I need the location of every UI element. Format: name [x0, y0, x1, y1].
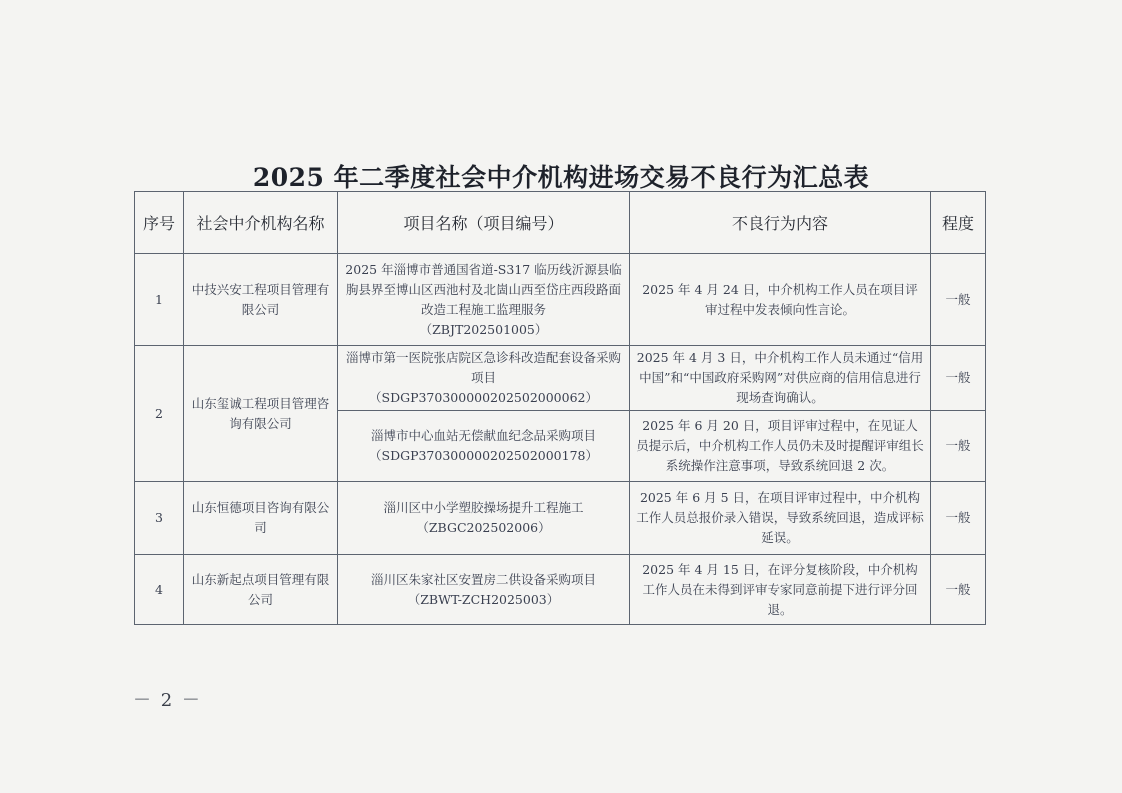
project-cell — [338, 254, 630, 346]
seq-cell: 2 — [135, 346, 184, 482]
project-cell — [338, 411, 630, 482]
agency-cell: 中技兴安工程项目管理有限公司 — [184, 254, 338, 346]
degree-cell: 一般 — [931, 411, 986, 482]
table-row — [135, 254, 986, 346]
degree-cell: 一般 — [931, 555, 986, 625]
header-content: 不良行为内容 — [630, 192, 931, 254]
header-agency: 社会中介机构名称 — [184, 192, 338, 254]
table-row — [135, 555, 986, 625]
content-cell: 2025 年 4 月 15 日，在评分复核阶段，中介机构工作人员在未得到评审专家同意前提下进行评分回退。 — [630, 555, 931, 625]
seq-cell: 4 — [135, 555, 184, 625]
project-code: （ZBJT202501005） — [419, 321, 548, 337]
project-name: 2025 年淄博市普通国省道-S317 临历线沂源县临朐县界至博山区西池村及北崮山西至岱庄西段路面改造工程施工监理服务 — [345, 261, 622, 317]
table-row — [135, 346, 986, 411]
content-cell: 2025 年 6 月 5 日，在项目评审过程中，中介机构工作人员总报价录入错误，导致系统回退，造成评标延误。 — [630, 482, 931, 555]
project-name: 淄博市第一医院张店院区急诊科改造配套设备采购项目 — [345, 350, 621, 385]
header-project: 项目名称（项目编号） — [338, 192, 630, 254]
project-code: （SDGP370300000202502000062） — [369, 390, 598, 405]
header-degree: 程度 — [931, 192, 986, 254]
content-cell: 2025 年 6 月 20 日，项目评审过程中，在见证人员提示后，中介机构工作人员仍未及时提醒评审组长系统操作注意事项，导致系统回退 2 次。 — [630, 411, 931, 482]
table-row — [135, 482, 986, 555]
degree-cell: 一般 — [931, 346, 986, 411]
page-number: － 2 － — [133, 690, 202, 711]
page-title: 2025 年二季度社会中介机构进场交易不良行为汇总表 — [252, 163, 870, 192]
content-cell: 2025 年 4 月 3 日，中介机构工作人员未通过“信用中国”和“中国政府采购网”对供应商的信用信息进行现场查询确认。 — [630, 346, 931, 411]
agency-cell: 山东新起点项目管理有限公司 — [184, 555, 338, 625]
seq-cell: 3 — [135, 482, 184, 555]
seq-cell: 1 — [135, 254, 184, 346]
agency-cell: 山东恒德项目咨询有限公司 — [184, 482, 338, 555]
content-cell: 2025 年 4 月 24 日，中介机构工作人员在项目评审过程中发表倾向性言论。 — [630, 254, 931, 346]
project-cell — [338, 555, 630, 625]
header-seq: 序号 — [135, 192, 184, 254]
degree-cell: 一般 — [931, 254, 986, 346]
project-code: （SDGP370300000202502000178） — [369, 448, 598, 463]
degree-cell: 一般 — [931, 482, 986, 555]
project-name: 淄川区朱家社区安置房二供设备采购项目 — [370, 571, 596, 587]
agency-cell: 山东玺诚工程项目管理咨询有限公司 — [184, 346, 338, 482]
project-code: （ZBGC202502006） — [416, 520, 551, 535]
table-header-row — [135, 192, 986, 254]
project-name: 淄川区中小学塑胶操场提升工程施工 — [383, 500, 584, 515]
project-cell — [338, 482, 630, 555]
project-code: （ZBWT-ZCH2025003） — [407, 591, 560, 607]
project-cell — [338, 346, 630, 411]
project-name: 淄博市中心血站无偿献血纪念品采购项目 — [370, 428, 596, 443]
misconduct-summary-table — [134, 191, 986, 625]
